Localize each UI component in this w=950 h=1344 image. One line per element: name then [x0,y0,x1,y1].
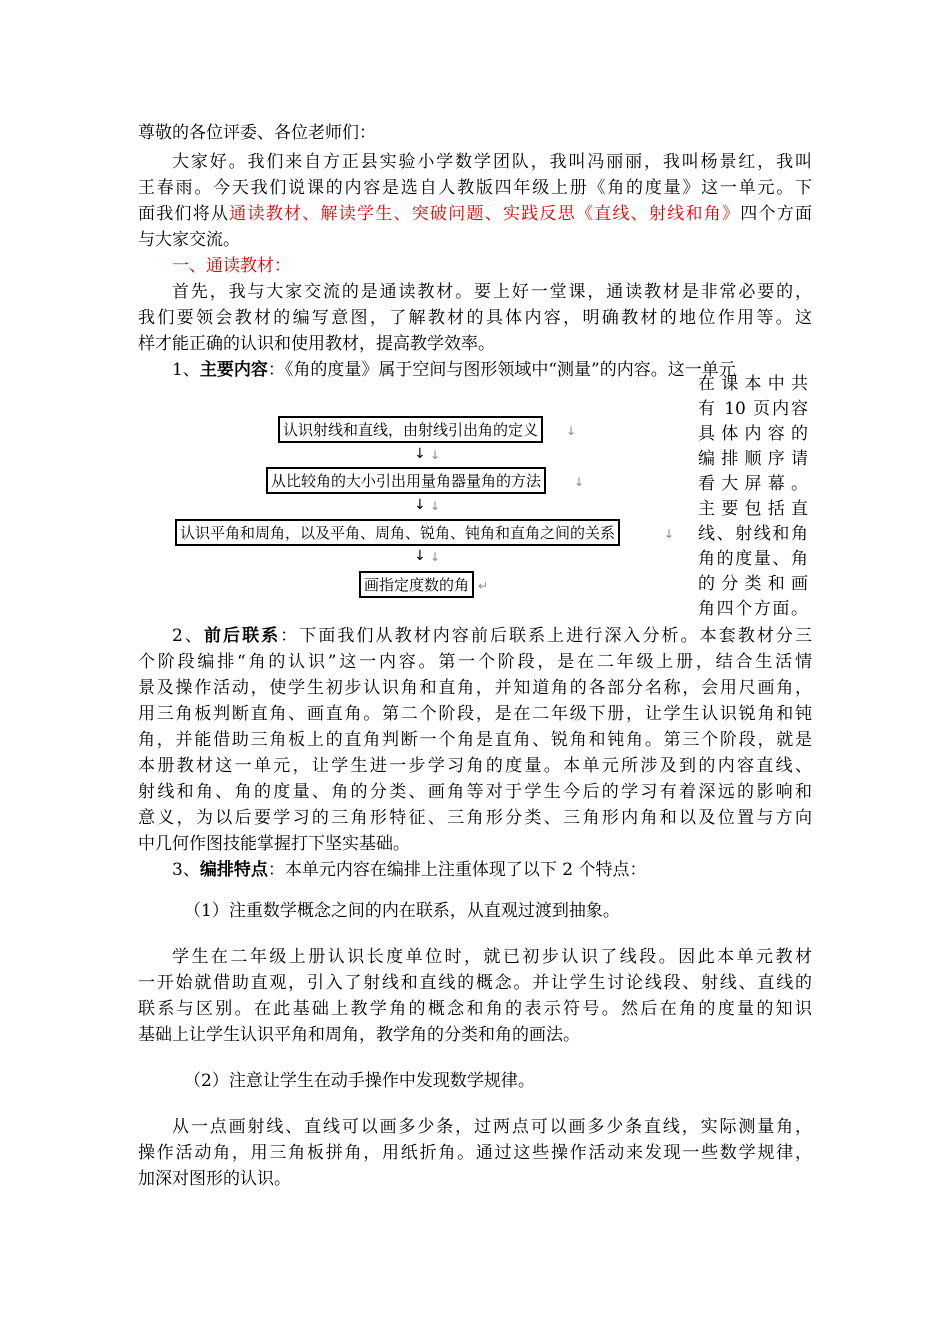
point2-line-3: 加深对图形的认识。 [138,1169,291,1189]
down-arrow-icon: ↓ [414,548,426,564]
side-line: 有 10 页内容 [698,399,808,419]
item2-line-2: 个阶段编排“角的认识”这一内容。第一个阶段，是在二年级上册，结合生活情 [138,652,812,672]
intro-line-2: 王春雨。今天我们说课的内容是选自人教版四年级上册《角的度量》这一单元。下 [138,178,812,198]
paragraph-mark-icon: ↓ [664,527,675,541]
greeting: 尊敬的各位评委、各位老师们： [138,123,376,143]
flow-step-3: 认识平角和周角，以及平角、周角、锐角、钝角和直角之间的关系 [175,519,620,546]
point2-title: （2）注意让学生在动手操作中发现数学规律。 [184,1071,535,1091]
intro-line-3-post: 四个方面 [740,204,812,224]
item1-text: ：《角的度量》属于空间与图形领域中“测量”的内容。这一单元 [267,360,736,380]
item1-side-text [698,372,808,622]
item1-number: 1、 [172,360,200,380]
paragraph-mark-icon: ↓ [430,499,441,513]
item1-line [172,357,736,383]
section1-line-1: 首先，我与大家交流的是通读教材。要上好一堂课，通读教材是非常必要的， [172,282,812,302]
down-arrow-icon: ↓ [414,446,426,462]
item2-title: 前后联系 [203,626,281,646]
paragraph-mark-icon: ↓ [430,550,441,564]
paragraph-mark-icon: ↵ [478,579,489,593]
paragraph-mark-icon: ↓ [566,424,577,438]
side-line: 角的度量、角 [698,549,808,569]
point1-title: （1）注重数学概念之间的内在联系，从直观过渡到抽象。 [184,901,620,921]
item3-title: 编排特点 [199,860,268,880]
flow-step-4: 画指定度数的角 [359,571,474,598]
point2-line-2: 操作活动角，用三角板拼角，用纸折角。通过这些操作活动来发现一些数学规律， [138,1143,812,1163]
item2-text: ：下面我们从教材内容前后联系上进行深入分析。本套教材分三 [280,626,812,646]
intro-line-3 [138,201,812,227]
paragraph-mark-icon: ↓ [574,475,585,489]
item3-text: ：本单元内容在编排上注重体现了以下 2 个特点： [267,860,647,880]
item3-line [172,857,646,883]
intro-line-3-pre: 面我们将从 [138,204,230,224]
item2-number: 2、 [172,626,204,646]
point2-line-1: 从一点画射线、直线可以画多少条，过两点可以画多少条直线，实际测量角， [172,1117,812,1137]
intro-line-1: 大家好。我们来自方正县实验小学数学团队，我叫冯丽丽，我叫杨景红，我叫 [172,152,812,172]
paragraph-mark-icon: ↓ [430,448,441,462]
flow-step-1: 认识射线和直线，由射线引出角的定义 [278,416,543,443]
section1-heading: 一、通读教材： [172,256,291,276]
side-line: 角四个方面。 [698,599,808,619]
point1-line-4: 基础上让学生认识平角和周角，教学角的分类和角的画法。 [138,1025,580,1045]
item2-line-6: 本册教材这一单元，让学生进一步学习角的度量。本单元所涉及到的内容直线、 [138,756,812,776]
item2-line-4: 用三角板判断直角、画直角。第二个阶段，是在二年级下册，让学生认识锐角和钝 [138,704,812,724]
item3-number: 3、 [172,860,200,880]
point1-line-3: 联系与区别。在此基础上教学角的概念和角的表示符号。然后在角的度量的知识 [138,999,812,1019]
flowchart [138,416,698,606]
down-arrow-icon: ↓ [414,497,426,513]
item2-line-5: 角，并能借助三角板上的直角判断一个角是直角、锐角和钝角。第三个阶段，就是 [138,730,812,750]
item2-line-9: 中几何作图技能掌握打下坚实基础。 [138,834,410,854]
intro-highlight: 通读教材、解读学生、突破问题、实践反思《直线、射线和角》 [229,204,741,224]
side-line: 看大屏幕。 [698,474,808,494]
side-line: 编排顺序请 [698,449,808,469]
intro-line-4: 与大家交流。 [138,230,240,250]
point1-line-1: 学生在二年级上册认识长度单位时，就已初步认识了线段。因此本单元教材 [172,947,812,967]
flow-step-2: 从比较角的大小引出用量角器量角的方法 [266,467,546,494]
side-line: 在课本中共 [698,374,808,394]
item2-line-8: 意义，为以后要学习的三角形特征、三角形分类、三角形内角和以及位置与方向 [138,808,812,828]
section1-line-2: 我们要领会教材的编写意图，了解教材的具体内容，明确教材的地位作用等。这 [138,308,812,328]
item2-line-7: 射线和角、角的度量、角的分类、画角等对于学生今后的学习有着深远的影响和 [138,782,812,802]
side-line: 主要包括直 [698,499,808,519]
side-line: 线、射线和角 [698,524,808,544]
item2-line-1 [138,623,812,649]
item2-line-3: 景及操作活动，使学生初步认识角和直角，并知道角的各部分名称，会用尺画角， [138,678,812,698]
point1-line-2: 一开始就借助直观，引入了射线和直线的概念。并让学生讨论线段、射线、直线的 [138,973,812,993]
side-line: 具体内容的 [698,424,808,444]
section1-line-3: 样才能正确的认识和使用教材，提高教学效率。 [138,334,495,354]
item1-title: 主要内容 [199,360,268,380]
side-line: 的分类和画 [698,574,808,594]
